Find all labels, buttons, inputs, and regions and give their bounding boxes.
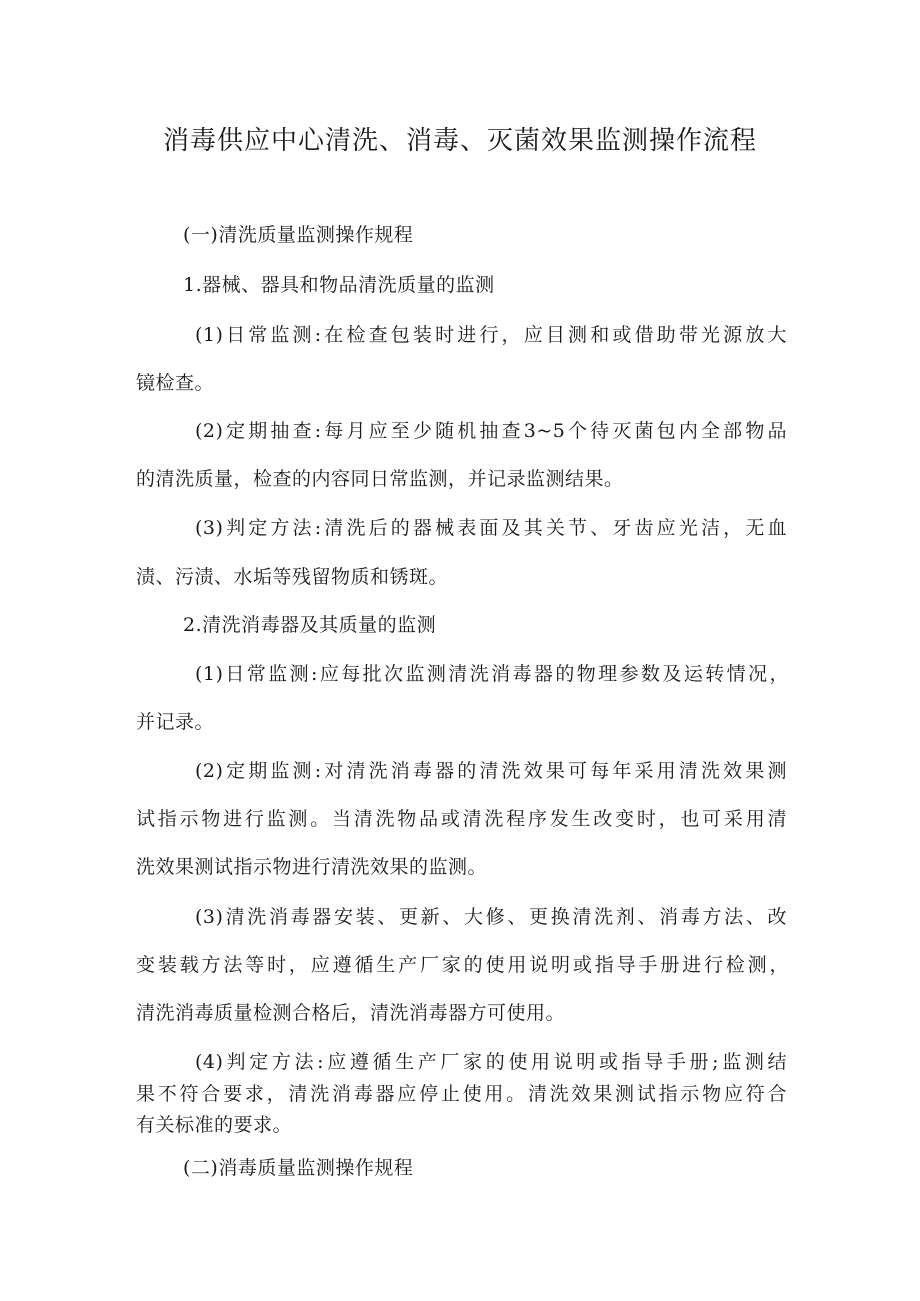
document-title: 消毒供应中心清洗、消毒、灭菌效果监测操作流程 [162, 126, 757, 156]
paragraph-line: 渍、污渍、水垢等残留物质和锈斑。 [136, 566, 449, 588]
paragraph-line: (3)清洗消毒器安装、更新、大修、更换清洗剂、消毒方法、改 [195, 906, 787, 928]
paragraph-line: (1)日常监测:应每批次监测清洗消毒器的物理参数及运转情况， [195, 663, 789, 685]
subsection-heading-washer: 2.清洗消毒器及其质量的监测 [183, 614, 437, 636]
paragraph-line: 洗效果测试指示物进行清洗效果的监测。 [136, 856, 488, 878]
paragraph-line: 试指示物进行监测。当清洗物品或清洗程序发生改变时，也可采用清 [136, 808, 787, 830]
paragraph-line: 并记录。 [136, 711, 215, 733]
paragraph-line: 的清洗质量，检查的内容同日常监测，并记录监测结果。 [136, 468, 624, 490]
paragraph-line: (3)判定方法:清洗后的器械表面及其关节、牙齿应光洁，无血 [195, 517, 787, 539]
paragraph-line: 清洗消毒质量检测合格后，清洗消毒器方可使用。 [136, 1002, 566, 1024]
paragraph-line: 变装载方法等时，应遵循生产厂家的使用说明或指导手册进行检测， [136, 954, 789, 976]
paragraph-line: 果不符合要求，清洗消毒器应停止使用。清洗效果测试指示物应符合 [136, 1083, 787, 1105]
subsection-heading-instruments: 1.器械、器具和物品清洗质量的监测 [183, 274, 495, 296]
section-heading-cleaning: (一)清洗质量监测操作规程 [183, 224, 414, 246]
paragraph-line: 镜检查。 [136, 372, 215, 394]
paragraph-line: (4)判定方法:应遵循生产厂家的使用说明或指导手册;监测结 [195, 1051, 787, 1073]
paragraph-line: (1)日常监测:在检查包装时进行，应目测和或借助带光源放大 [195, 324, 787, 346]
paragraph-line: (2)定期抽查:每月应至少随机抽查3~5个待灭菌包内全部物品 [195, 420, 787, 442]
paragraph-line: 有关标准的要求。 [136, 1114, 293, 1136]
section-heading-disinfection: (二)消毒质量监测操作规程 [183, 1157, 414, 1179]
paragraph-line: (2)定期监测:对清洗消毒器的清洗效果可每年采用清洗效果测 [195, 760, 787, 782]
